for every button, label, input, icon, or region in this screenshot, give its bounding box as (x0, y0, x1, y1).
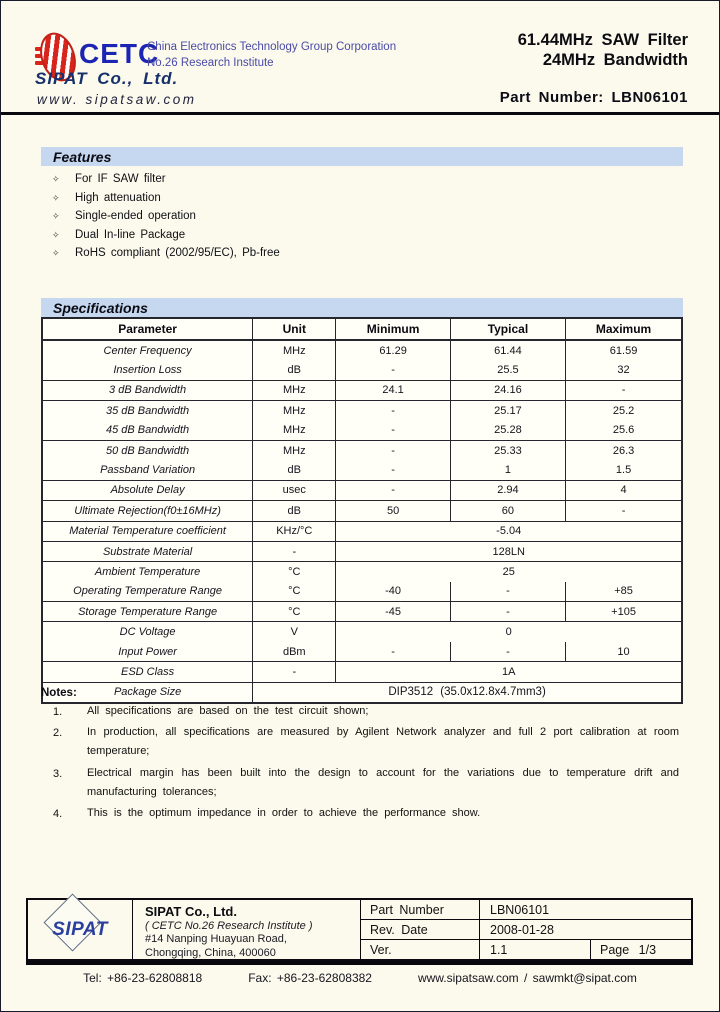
spec-cell: °C (253, 582, 336, 602)
footer-row-part-number (361, 900, 691, 920)
spec-row (42, 602, 682, 622)
note-text: In production, all specifications are measured by Agilent Network analyzer and full 2 port calibration at room temperature; (87, 726, 679, 757)
column-header: Minimum (336, 318, 450, 340)
diamond-bullet-icon: ✧ (52, 192, 60, 203)
spec-cell: MHz (253, 380, 336, 400)
spec-cell: - (450, 582, 565, 602)
spec-cell: 61.44 (450, 340, 565, 360)
spec-cell: KHz/°C (253, 521, 336, 541)
institute-name: No.26 Research Institute (147, 57, 274, 69)
sipat-logo-text: SIPAT (52, 919, 108, 940)
feature-text: High attenuation (75, 191, 161, 204)
note-item (41, 727, 689, 761)
spec-cell: Insertion Loss (42, 360, 253, 380)
company-website[interactable]: www. sipatsaw.com (37, 92, 197, 107)
spec-cell: - (336, 642, 450, 662)
spec-row (42, 541, 682, 561)
spec-cell: °C (253, 602, 336, 622)
spec-row (42, 521, 682, 541)
footer-institute: ( CETC No.26 Research Institute ) (145, 920, 313, 932)
part-number-header: Part Number: LBN06101 (499, 89, 688, 106)
spec-cell: dB (253, 501, 336, 521)
page-indicator: Page 1/3 (600, 942, 657, 957)
feature-item (41, 173, 683, 185)
version-value: 1.1 (480, 940, 591, 959)
spec-cell: 24.16 (450, 380, 565, 400)
footer-company-name: SIPAT Co., Ltd. (145, 904, 237, 919)
spec-row (42, 460, 682, 480)
spec-cell: -5.04 (336, 521, 682, 541)
spec-cell: 61.29 (336, 340, 450, 360)
note-number: 3. (53, 767, 63, 780)
contact-line (1, 971, 719, 985)
feature-text: Dual In-line Package (75, 228, 186, 241)
rev-date-value: 2008-01-28 (490, 922, 554, 937)
note-item (41, 706, 689, 721)
column-header: Unit (253, 318, 336, 340)
footer-info-table (361, 900, 691, 959)
spec-cell: MHz (253, 401, 336, 421)
specifications-table (41, 317, 683, 704)
spec-cell: 32 (566, 360, 682, 380)
footer-address-line1: #14 Nanping Huayuan Road, (145, 933, 287, 945)
spec-row (42, 421, 682, 441)
footer-address-line2: Chongqing, China, 400060 (145, 947, 276, 959)
spec-cell: MHz (253, 440, 336, 460)
spec-cell: usec (253, 480, 336, 500)
spec-cell: - (336, 440, 450, 460)
spec-cell: MHz (253, 340, 336, 360)
spec-cell: 35 dB Bandwidth (42, 401, 253, 421)
spec-cell: 60 (450, 501, 565, 521)
spec-cell: - (450, 642, 565, 662)
footer-company-info (133, 900, 361, 959)
footer-block (26, 898, 693, 961)
note-item (41, 768, 689, 802)
spec-row (42, 440, 682, 460)
spec-cell: 25.28 (450, 421, 565, 441)
spec-cell: - (336, 421, 450, 441)
corporation-name: China Electronics Technology Group Corporation (147, 41, 397, 53)
spec-cell: 128LN (336, 541, 682, 561)
contact-fax: Fax: +86-23-62808382 (248, 971, 372, 985)
spec-cell: dBm (253, 642, 336, 662)
footer-row-rev-date (361, 920, 691, 940)
spec-cell: Storage Temperature Range (42, 602, 253, 622)
spec-cell: ESD Class (42, 662, 253, 682)
spec-cell: -45 (336, 602, 450, 622)
feature-text: RoHS compliant (2002/95/EC), Pb-free (75, 247, 280, 260)
specs-header-row (42, 318, 682, 340)
spec-cell: 25.5 (450, 360, 565, 380)
version-label: Ver. (361, 940, 480, 959)
spec-cell: Package Size (42, 682, 253, 703)
feature-item (41, 229, 683, 241)
spec-cell: MHz (253, 421, 336, 441)
header-divider (1, 112, 719, 115)
spec-cell: Ultimate Rejection(f0±16MHz) (42, 501, 253, 521)
spec-cell: - (566, 501, 682, 521)
note-number: 2. (53, 727, 63, 739)
spec-cell: 25.33 (450, 440, 565, 460)
spec-cell: dB (253, 460, 336, 480)
feature-item (41, 210, 683, 222)
spec-cell: - (336, 360, 450, 380)
features-section (41, 147, 683, 259)
spec-cell: - (450, 602, 565, 622)
spec-cell: 25.17 (450, 401, 565, 421)
spec-cell: Ambient Temperature (42, 562, 253, 582)
spec-cell: - (253, 662, 336, 682)
spec-cell: °C (253, 562, 336, 582)
spec-row (42, 501, 682, 521)
footer-row-version (361, 940, 691, 959)
product-title-line1: 61.44MHz SAW Filter (517, 31, 688, 49)
sipat-logo (28, 900, 133, 959)
spec-cell: 25.2 (566, 401, 682, 421)
feature-item (41, 247, 683, 259)
specs-tbody (42, 340, 682, 703)
spec-row (42, 582, 682, 602)
spec-cell: 25.6 (566, 421, 682, 441)
feature-text: For IF SAW filter (75, 173, 166, 185)
note-text: Electrical margin has been built into the design to account for the variations due to temperature drift and manufacturing tolerances; (87, 766, 679, 798)
note-item (41, 808, 689, 823)
spec-cell: 1 (450, 460, 565, 480)
spec-row (42, 401, 682, 421)
features-list (41, 173, 683, 259)
spec-cell: 1.5 (566, 460, 682, 480)
column-header: Maximum (566, 318, 682, 340)
corporation-lines (147, 39, 396, 71)
note-number: 4. (53, 808, 63, 820)
spec-cell: 1A (336, 662, 682, 682)
product-title-line2: 24MHz Bandwidth (542, 51, 688, 69)
spec-cell: +105 (566, 602, 682, 622)
features-heading: Features (41, 147, 683, 166)
spec-cell: 4 (566, 480, 682, 500)
spec-cell: 61.59 (566, 340, 682, 360)
spec-cell: - (336, 401, 450, 421)
spec-cell: DC Voltage (42, 622, 253, 642)
spec-cell: Passband Variation (42, 460, 253, 480)
spec-cell: 24.1 (336, 380, 450, 400)
spec-cell: 25 (336, 562, 682, 582)
product-title (518, 30, 688, 70)
spec-cell: dB (253, 360, 336, 380)
column-header: Parameter (42, 318, 253, 340)
note-number: 1. (53, 705, 63, 718)
contact-web-email[interactable]: www.sipatsaw.com / sawmkt@sipat.com (417, 971, 637, 985)
spec-cell: -40 (336, 582, 450, 602)
spec-cell: - (253, 541, 336, 561)
spec-cell: - (336, 460, 450, 480)
column-header: Typical (450, 318, 565, 340)
diamond-bullet-icon: ✧ (52, 248, 60, 259)
company-name: SIPAT Co., Ltd. (35, 69, 179, 88)
specifications-heading: Specifications (41, 298, 683, 317)
note-text: All specifications are based on the test circuit shown; (87, 704, 369, 717)
diamond-bullet-icon: ✧ (52, 211, 60, 222)
spec-row (42, 340, 682, 360)
spec-cell: 26.3 (566, 440, 682, 460)
spec-cell: 0 (336, 622, 682, 642)
spec-row (42, 622, 682, 642)
spec-row (42, 642, 682, 662)
spec-cell: Substrate Material (42, 541, 253, 561)
spec-row (42, 662, 682, 682)
diamond-bullet-icon: ✧ (52, 174, 60, 184)
diamond-bullet-icon: ✧ (52, 229, 60, 240)
spec-cell: V (253, 622, 336, 642)
spec-cell: Material Temperature coefficient (42, 521, 253, 541)
notes-section (41, 687, 689, 823)
rev-date-label: Rev. Date (361, 920, 480, 939)
footer-divider (26, 961, 693, 965)
spec-cell: Input Power (42, 642, 253, 662)
specifications-section (41, 298, 683, 704)
spec-cell: - (336, 480, 450, 500)
feature-item (41, 192, 683, 204)
notes-list (41, 706, 689, 824)
spec-cell: 3 dB Bandwidth (42, 380, 253, 400)
spec-row (42, 480, 682, 500)
cetc-logo-text: CETC (79, 38, 160, 69)
contact-tel: Tel: +86-23-62808818 (83, 971, 203, 985)
spec-cell: 50 dB Bandwidth (42, 440, 253, 460)
part-number-value: LBN06101 (490, 902, 550, 917)
feature-text: Single-ended operation (75, 210, 196, 223)
spec-row (42, 562, 682, 582)
spec-cell: Absolute Delay (42, 480, 253, 500)
spec-row (42, 360, 682, 380)
spec-cell: +85 (566, 582, 682, 602)
spec-cell: DIP3512 (35.0x12.8x4.7mm3) (253, 682, 682, 703)
spec-cell: 50 (336, 501, 450, 521)
spec-cell: 45 dB Bandwidth (42, 421, 253, 441)
spec-row (42, 380, 682, 400)
spec-cell: Operating Temperature Range (42, 582, 253, 602)
note-text: This is the optimum impedance in order to achieve the performance show. (87, 807, 481, 819)
notes-heading: Notes: (41, 687, 77, 699)
spec-cell: - (566, 380, 682, 400)
spec-cell: 10 (566, 642, 682, 662)
spec-cell: Center Frequency (42, 340, 253, 360)
spec-cell: 2.94 (450, 480, 565, 500)
part-number-label: Part Number (361, 900, 480, 919)
